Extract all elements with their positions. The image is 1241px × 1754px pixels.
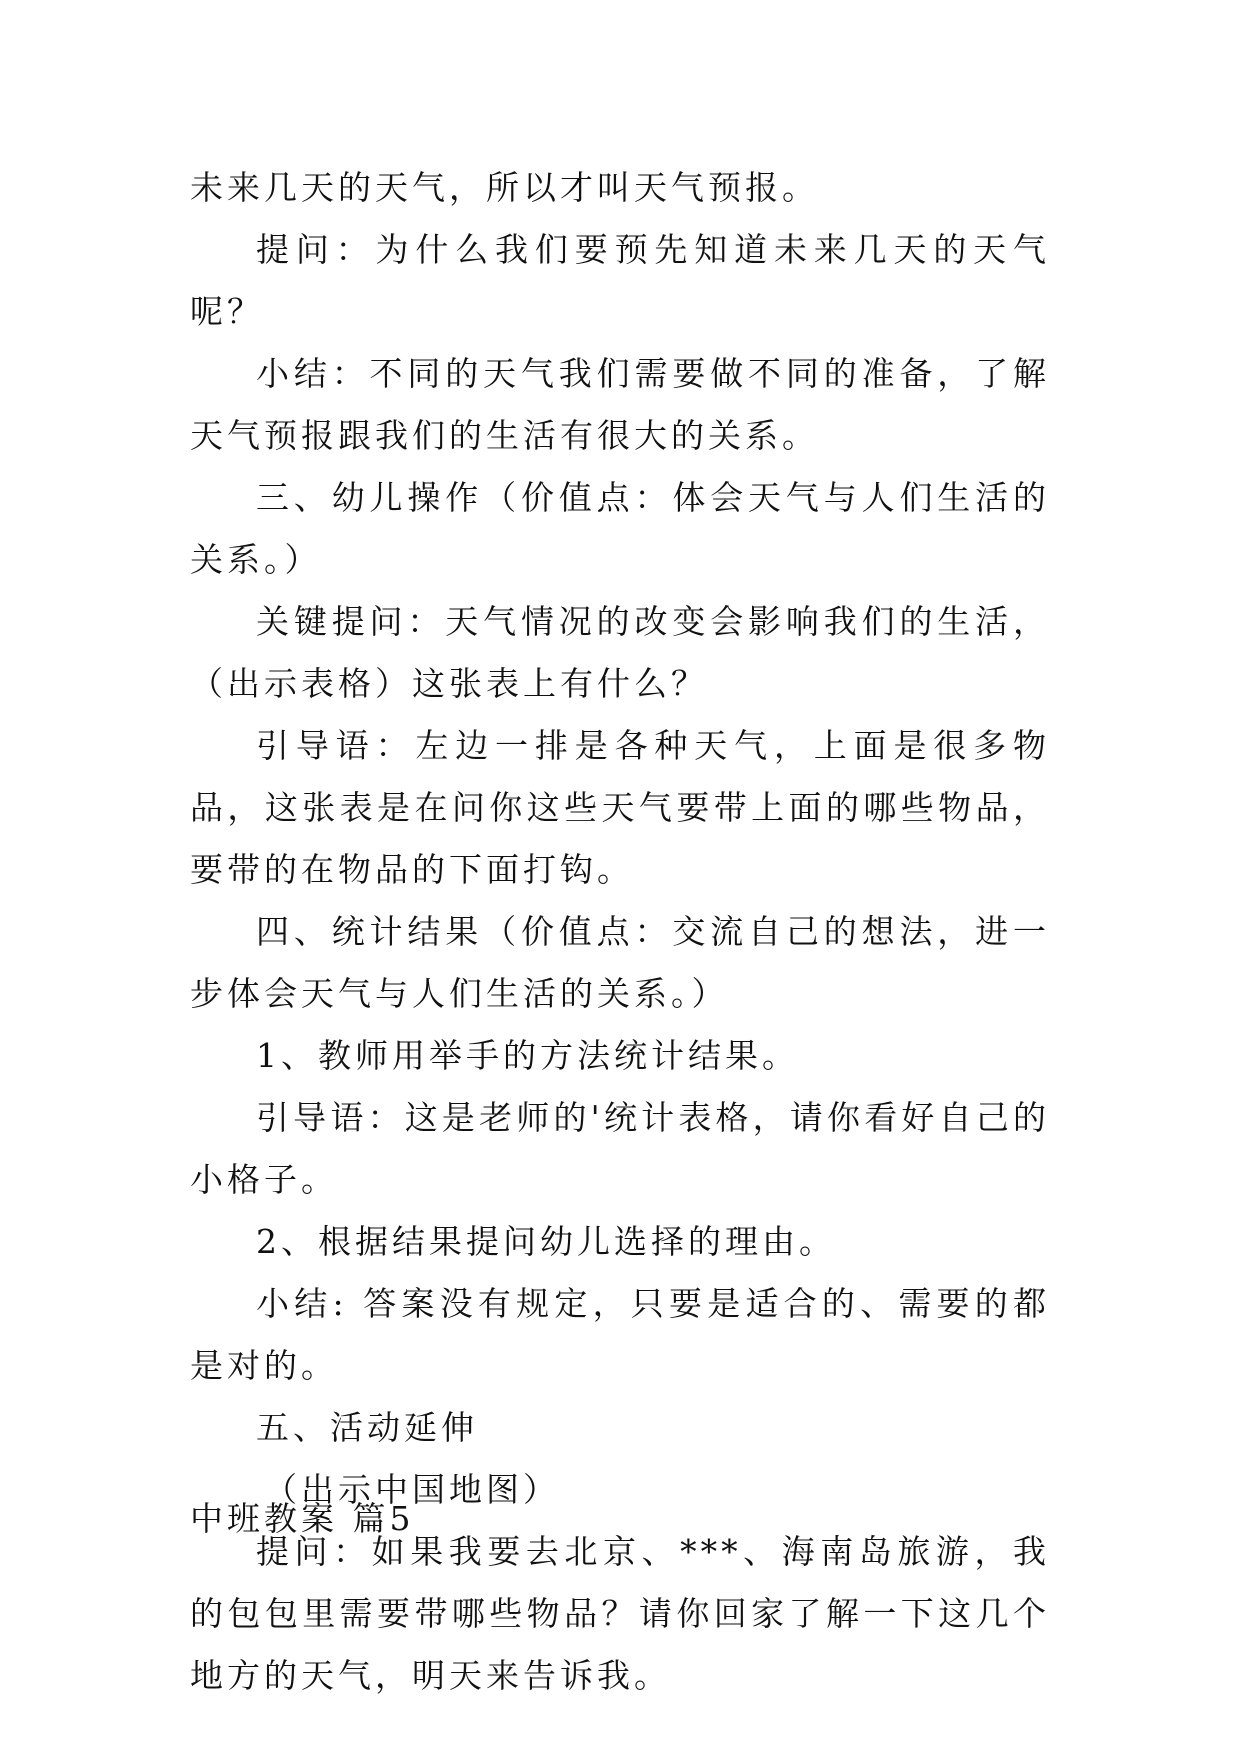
paragraph-guidance: 引导语：左边一排是各种天气，上面是很多物品，这张表是在问你这些天气要带上面的哪些物品，要带的在物品的下面打钩。	[190, 726, 1050, 889]
heading-step-three: 三、幼儿操作（价值点：体会天气与人们生活的关系。）	[190, 478, 1050, 579]
paragraph-travel-question: 提问：如果我要去北京、***、海南岛旅游，我的包包里需要带哪些物品？请你回家了解一下这几个地方的天气，明天来告诉我。	[190, 1532, 1050, 1695]
paragraph-continuation: 未来几天的天气，所以才叫天气预报。	[190, 168, 819, 207]
paragraph-question: 提问：为什么我们要预先知道未来几天的天气呢？	[190, 230, 1050, 331]
section-title: 中班教案 篇5	[190, 1499, 415, 1538]
document-body	[190, 157, 1050, 1707]
heading-step-five: 五、活动延伸	[256, 1408, 478, 1447]
paragraph-summary-two: 小结: 答案没有规定，只要是适合的、需要的都是对的。	[190, 1284, 1050, 1385]
list-item-one: 1、教师用举手的方法统计结果。	[256, 1036, 799, 1075]
paragraph-map-note: （出示中国地图）	[264, 1470, 560, 1509]
paragraph-key-question: 关键提问：天气情况的改变会影响我们的生活，（出示表格）这张表上有什么？	[190, 602, 1050, 703]
paragraph-guidance-two: 引导语：这是老师的'统计表格，请你看好自己的小格子。	[190, 1098, 1050, 1199]
paragraph-summary: 小结：不同的天气我们需要做不同的准备，了解天气预报跟我们的生活有很大的关系。	[190, 354, 1050, 455]
heading-step-four: 四、统计结果（价值点：交流自己的想法，进一步体会天气与人们生活的关系。）	[190, 912, 1050, 1013]
list-item-two: 2、根据结果提问幼儿选择的理由。	[256, 1222, 836, 1261]
